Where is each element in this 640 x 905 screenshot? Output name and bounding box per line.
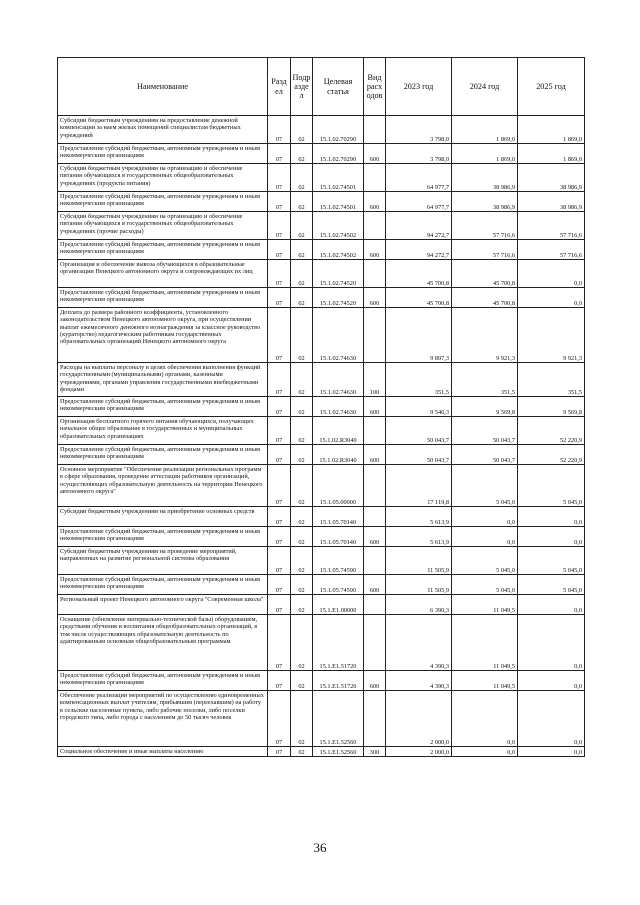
row-name: Организация и обеспечение вывоза обучающихся в образовательные организации Ненецкого автономного округа и сопровождающих их лиц xyxy=(58,260,268,288)
row-value-2023: 11 505,9 xyxy=(386,575,452,595)
row-name: Социальное обеспечение и иные выплаты населению xyxy=(58,747,268,757)
row-name: Обеспечение реализации мероприятий по осуществлению единовременных компенсационных выплат учителям, прибывшим (переехавшим) на работу в сельские населенные пункты, либо рабочие поселки, либо поселки городского типа, либо города с населением до 50 тысяч человек xyxy=(58,691,268,747)
row-name: Предоставление субсидий бюджетным, автономным учреждениям и иным некоммерческим организациям xyxy=(58,397,268,417)
row-section: 07 xyxy=(268,116,291,144)
table-row xyxy=(58,116,585,144)
row-target: 15.1.02.74502 xyxy=(313,212,364,240)
row-subsection: 02 xyxy=(291,240,313,260)
row-subsection: 02 xyxy=(291,363,313,397)
table-row xyxy=(58,615,585,671)
row-value-2024: 0,0 xyxy=(452,691,518,747)
row-name: Предоставление субсидий бюджетным, автономным учреждениям и иным некоммерческим организациям xyxy=(58,288,268,308)
row-value-2023: 64 977,7 xyxy=(386,164,452,192)
row-value-2023: 351,5 xyxy=(386,363,452,397)
row-section: 07 xyxy=(268,260,291,288)
row-expense-type xyxy=(364,507,386,527)
row-section: 07 xyxy=(268,212,291,240)
row-section: 07 xyxy=(268,595,291,615)
row-target: 15.1.02.74520 xyxy=(313,260,364,288)
row-expense-type xyxy=(364,595,386,615)
row-expense-type: 600 xyxy=(364,445,386,465)
row-value-2023: 17 119,8 xyxy=(386,465,452,507)
row-target: 15.1.02.70290 xyxy=(313,116,364,144)
row-subsection: 02 xyxy=(291,144,313,164)
row-name: Предоставление субсидий бюджетным, автономным учреждениям и иным некоммерческим организациям xyxy=(58,527,268,547)
row-expense-type xyxy=(364,547,386,575)
row-name: Доплата до размера районного коэффициента, установленного законодательством Ненецкого автономного округа, при осуществлении выплат ежемесячного денежного вознаграждения за классное руководство (кураторство) педагогическим работникам государственных образовательных организаций Ненецкого автономного округа xyxy=(58,308,268,363)
header-section: Разд ел xyxy=(268,58,291,116)
row-value-2023: 9 897,3 xyxy=(386,308,452,363)
row-target: 15.1.05.00000 xyxy=(313,465,364,507)
row-target: 15.1.02.74501 xyxy=(313,164,364,192)
row-name: Предоставление субсидий бюджетным, автономным учреждениям и иным некоммерческим организациям xyxy=(58,144,268,164)
header-year-2024: 2024 год xyxy=(452,58,518,116)
row-value-2024: 57 716,6 xyxy=(452,240,518,260)
row-expense-type xyxy=(364,691,386,747)
header-year-2023: 2023 год xyxy=(386,58,452,116)
header-subsection: Подр азде л xyxy=(291,58,313,116)
row-section: 07 xyxy=(268,164,291,192)
row-section: 07 xyxy=(268,691,291,747)
header-name: Наименование xyxy=(58,58,268,116)
row-value-2023: 45 700,8 xyxy=(386,260,452,288)
row-value-2024: 38 986,9 xyxy=(452,192,518,212)
row-value-2024: 5 045,0 xyxy=(452,575,518,595)
row-target: 15.1.05.74590 xyxy=(313,547,364,575)
row-target: 15.1.05.74590 xyxy=(313,575,364,595)
row-subsection: 02 xyxy=(291,397,313,417)
row-name: Субсидии бюджетным учреждениям на предоставление денежной компенсации за наем жилых помещений специалистам бюджетных учреждений xyxy=(58,116,268,144)
table-row xyxy=(58,747,585,757)
row-subsection: 02 xyxy=(291,615,313,671)
row-value-2024: 9 569,8 xyxy=(452,397,518,417)
page-number: 36 xyxy=(313,840,327,855)
table-row xyxy=(58,363,585,397)
row-target: 15.1.02.74630 xyxy=(313,397,364,417)
table-row xyxy=(58,212,585,240)
row-target: 15.1.E1.00000 xyxy=(313,595,364,615)
row-section: 07 xyxy=(268,397,291,417)
row-expense-type xyxy=(364,212,386,240)
row-value-2025: 0,0 xyxy=(518,615,585,671)
row-value-2025: 0,0 xyxy=(518,595,585,615)
row-value-2024: 0,0 xyxy=(452,747,518,757)
table-row xyxy=(58,465,585,507)
row-expense-type: 300 xyxy=(364,747,386,757)
row-target: 15.1.E1.52560 xyxy=(313,691,364,747)
row-name: Предоставление субсидий бюджетным, автономным учреждениям и иным некоммерческим организациям xyxy=(58,192,268,212)
row-value-2024: 50 043,7 xyxy=(452,445,518,465)
row-value-2024: 0,0 xyxy=(452,507,518,527)
header-expense-type: Вид расх одов xyxy=(364,58,386,116)
row-expense-type xyxy=(364,465,386,507)
row-subsection: 02 xyxy=(291,547,313,575)
row-value-2024: 45 700,8 xyxy=(452,288,518,308)
row-expense-type: 600 xyxy=(364,240,386,260)
table-row xyxy=(58,164,585,192)
row-subsection: 02 xyxy=(291,288,313,308)
budget-table xyxy=(57,57,585,757)
row-target: 15.1.02.74520 xyxy=(313,288,364,308)
row-target: 15.1.E1.52560 xyxy=(313,747,364,757)
table-row xyxy=(58,240,585,260)
row-target: 15.1.E1.51720 xyxy=(313,671,364,691)
row-section: 07 xyxy=(268,363,291,397)
row-target: 15.1.E1.51720 xyxy=(313,615,364,671)
row-name: Предоставление субсидий бюджетным, автономным учреждениям и иным некоммерческим организациям xyxy=(58,240,268,260)
row-subsection: 02 xyxy=(291,308,313,363)
table-row xyxy=(58,507,585,527)
row-subsection: 02 xyxy=(291,116,313,144)
row-value-2024: 38 986,9 xyxy=(452,164,518,192)
row-name: Субсидии бюджетным учреждениям на проведение мероприятий, направленных на развитие региональной системы образования xyxy=(58,547,268,575)
row-subsection: 02 xyxy=(291,595,313,615)
row-name: Субсидии бюджетным учреждениям на организацию и обеспечение питания обучающихся в государственных общеобразовательных учреждениях (прочие расходы) xyxy=(58,212,268,240)
table-row xyxy=(58,260,585,288)
row-section: 07 xyxy=(268,507,291,527)
row-value-2024: 11 049,5 xyxy=(452,671,518,691)
row-section: 07 xyxy=(268,747,291,757)
row-expense-type xyxy=(364,615,386,671)
table-row xyxy=(58,595,585,615)
row-value-2025: 1 869,0 xyxy=(518,144,585,164)
row-target: 15.1.02.74502 xyxy=(313,240,364,260)
row-value-2023: 11 505,9 xyxy=(386,547,452,575)
row-target: 15.1.02.R3040 xyxy=(313,445,364,465)
row-section: 07 xyxy=(268,527,291,547)
table-row xyxy=(58,527,585,547)
row-section: 07 xyxy=(268,465,291,507)
row-value-2025: 0,0 xyxy=(518,671,585,691)
row-value-2025: 5 045,0 xyxy=(518,547,585,575)
row-value-2025: 5 045,0 xyxy=(518,575,585,595)
row-section: 07 xyxy=(268,547,291,575)
row-expense-type: 600 xyxy=(364,397,386,417)
row-value-2025: 5 045,0 xyxy=(518,465,585,507)
row-value-2025: 52 220,9 xyxy=(518,417,585,445)
row-expense-type xyxy=(364,260,386,288)
table-row xyxy=(58,547,585,575)
row-value-2024: 1 869,0 xyxy=(452,116,518,144)
row-value-2024: 0,0 xyxy=(452,527,518,547)
header-year-2025: 2025 год xyxy=(518,58,585,116)
row-value-2024: 1 869,0 xyxy=(452,144,518,164)
row-subsection: 02 xyxy=(291,747,313,757)
row-section: 07 xyxy=(268,240,291,260)
row-name: Основное мероприятие "Обеспечение реализации региональных программ в сфере образования, проведение аттестации работников организаций, осуществляющих образовательную деятельность на территории Ненецкого автономного округа" xyxy=(58,465,268,507)
row-subsection: 02 xyxy=(291,445,313,465)
row-value-2023: 9 546,3 xyxy=(386,397,452,417)
row-section: 07 xyxy=(268,445,291,465)
row-expense-type: 600 xyxy=(364,288,386,308)
row-target: 15.1.02.74630 xyxy=(313,363,364,397)
row-section: 07 xyxy=(268,288,291,308)
row-value-2023: 6 390,3 xyxy=(386,595,452,615)
row-value-2023: 45 700,8 xyxy=(386,288,452,308)
row-value-2025: 0,0 xyxy=(518,288,585,308)
row-value-2025: 1 869,0 xyxy=(518,116,585,144)
table-row xyxy=(58,691,585,747)
row-name: Оснащение (обновление материально-технической базы) оборудованием, средствами обучения и воспитания общеобразовательных организаций, в том числе осуществляющих образовательную деятельность по адаптированным основным общеобразовательным программам xyxy=(58,615,268,671)
row-target: 15.1.02.R3040 xyxy=(313,417,364,445)
row-target: 15.1.02.74630 xyxy=(313,308,364,363)
row-value-2023: 5 613,9 xyxy=(386,507,452,527)
row-expense-type: 600 xyxy=(364,144,386,164)
table-body xyxy=(58,116,585,757)
row-value-2025: 38 986,9 xyxy=(518,164,585,192)
row-subsection: 02 xyxy=(291,260,313,288)
row-subsection: 02 xyxy=(291,527,313,547)
row-value-2024: 50 043,7 xyxy=(452,417,518,445)
row-subsection: 02 xyxy=(291,691,313,747)
row-value-2025: 52 220,9 xyxy=(518,445,585,465)
row-expense-type: 600 xyxy=(364,192,386,212)
row-value-2023: 4 390,3 xyxy=(386,671,452,691)
row-section: 07 xyxy=(268,575,291,595)
table-row xyxy=(58,417,585,445)
row-value-2025: 0,0 xyxy=(518,527,585,547)
row-value-2024: 5 045,0 xyxy=(452,465,518,507)
row-value-2024: 11 049,5 xyxy=(452,595,518,615)
row-name: Предоставление субсидий бюджетным, автономным учреждениям и иным некоммерческим организациям xyxy=(58,575,268,595)
row-expense-type: 600 xyxy=(364,575,386,595)
row-value-2025: 9 921,3 xyxy=(518,308,585,363)
row-value-2025: 0,0 xyxy=(518,691,585,747)
row-subsection: 02 xyxy=(291,671,313,691)
table-row xyxy=(58,397,585,417)
row-section: 07 xyxy=(268,417,291,445)
row-section: 07 xyxy=(268,671,291,691)
row-value-2025: 0,0 xyxy=(518,747,585,757)
row-value-2023: 2 000,0 xyxy=(386,691,452,747)
row-name: Предоставление субсидий бюджетным, автономным учреждениям и иным некоммерческим организациям xyxy=(58,671,268,691)
table-row xyxy=(58,445,585,465)
row-value-2025: 57 716,6 xyxy=(518,212,585,240)
row-subsection: 02 xyxy=(291,164,313,192)
table-row xyxy=(58,192,585,212)
row-value-2025: 0,0 xyxy=(518,507,585,527)
row-subsection: 02 xyxy=(291,507,313,527)
row-name: Расходы на выплаты персоналу в целях обеспечения выполнения функций государственными (муниципальными) органами, казенными учреждениями, органами управления государственными внебюджетными фондами xyxy=(58,363,268,397)
row-expense-type: 600 xyxy=(364,671,386,691)
row-subsection: 02 xyxy=(291,212,313,240)
row-value-2023: 94 272,7 xyxy=(386,212,452,240)
row-expense-type xyxy=(364,308,386,363)
header-target: Целевая статья xyxy=(313,58,364,116)
row-section: 07 xyxy=(268,308,291,363)
row-value-2025: 38 986,9 xyxy=(518,192,585,212)
row-value-2024: 5 045,0 xyxy=(452,547,518,575)
row-value-2023: 5 613,9 xyxy=(386,527,452,547)
row-value-2023: 50 043,7 xyxy=(386,445,452,465)
row-value-2024: 11 049,5 xyxy=(452,615,518,671)
table-row xyxy=(58,288,585,308)
row-name: Субсидии бюджетным учреждениям на организацию и обеспечение питания обучающихся в государственных общеобразовательных учреждениях (продукты питания) xyxy=(58,164,268,192)
row-value-2023: 64 977,7 xyxy=(386,192,452,212)
table-header-row xyxy=(58,58,585,116)
row-value-2023: 2 000,0 xyxy=(386,747,452,757)
table-row xyxy=(58,671,585,691)
row-value-2025: 351,5 xyxy=(518,363,585,397)
row-value-2023: 4 390,3 xyxy=(386,615,452,671)
row-subsection: 02 xyxy=(291,575,313,595)
row-name: Субсидии бюджетным учреждениям на приобретение основных средств xyxy=(58,507,268,527)
row-section: 07 xyxy=(268,192,291,212)
row-name: Предоставление субсидий бюджетным, автономным учреждениям и иным некоммерческим организациям xyxy=(58,445,268,465)
row-target: 15.1.05.70140 xyxy=(313,527,364,547)
row-expense-type xyxy=(364,116,386,144)
row-subsection: 02 xyxy=(291,465,313,507)
table-row xyxy=(58,575,585,595)
row-target: 15.1.02.74501 xyxy=(313,192,364,212)
row-section: 07 xyxy=(268,615,291,671)
table-row xyxy=(58,308,585,363)
row-expense-type xyxy=(364,164,386,192)
row-value-2025: 9 569,8 xyxy=(518,397,585,417)
row-subsection: 02 xyxy=(291,192,313,212)
row-value-2024: 57 716,6 xyxy=(452,212,518,240)
row-expense-type: 100 xyxy=(364,363,386,397)
row-name: Организация бесплатного горячего питания обучающихся, получающих начальное общее образование в государственных и муниципальных образовательных организациях xyxy=(58,417,268,445)
table-row xyxy=(58,144,585,164)
row-value-2023: 3 798,0 xyxy=(386,116,452,144)
row-target: 15.1.05.70140 xyxy=(313,507,364,527)
row-value-2023: 94 272,7 xyxy=(386,240,452,260)
row-expense-type xyxy=(364,417,386,445)
row-value-2024: 9 921,3 xyxy=(452,308,518,363)
row-value-2025: 57 716,6 xyxy=(518,240,585,260)
row-target: 15.1.02.70290 xyxy=(313,144,364,164)
row-value-2024: 351,5 xyxy=(452,363,518,397)
row-value-2024: 45 700,8 xyxy=(452,260,518,288)
row-value-2023: 50 043,7 xyxy=(386,417,452,445)
row-name: Региональный проект Ненецкого автономного округа "Современная школа" xyxy=(58,595,268,615)
row-section: 07 xyxy=(268,144,291,164)
row-value-2023: 3 798,0 xyxy=(386,144,452,164)
row-subsection: 02 xyxy=(291,417,313,445)
row-expense-type: 600 xyxy=(364,527,386,547)
row-value-2025: 0,0 xyxy=(518,260,585,288)
